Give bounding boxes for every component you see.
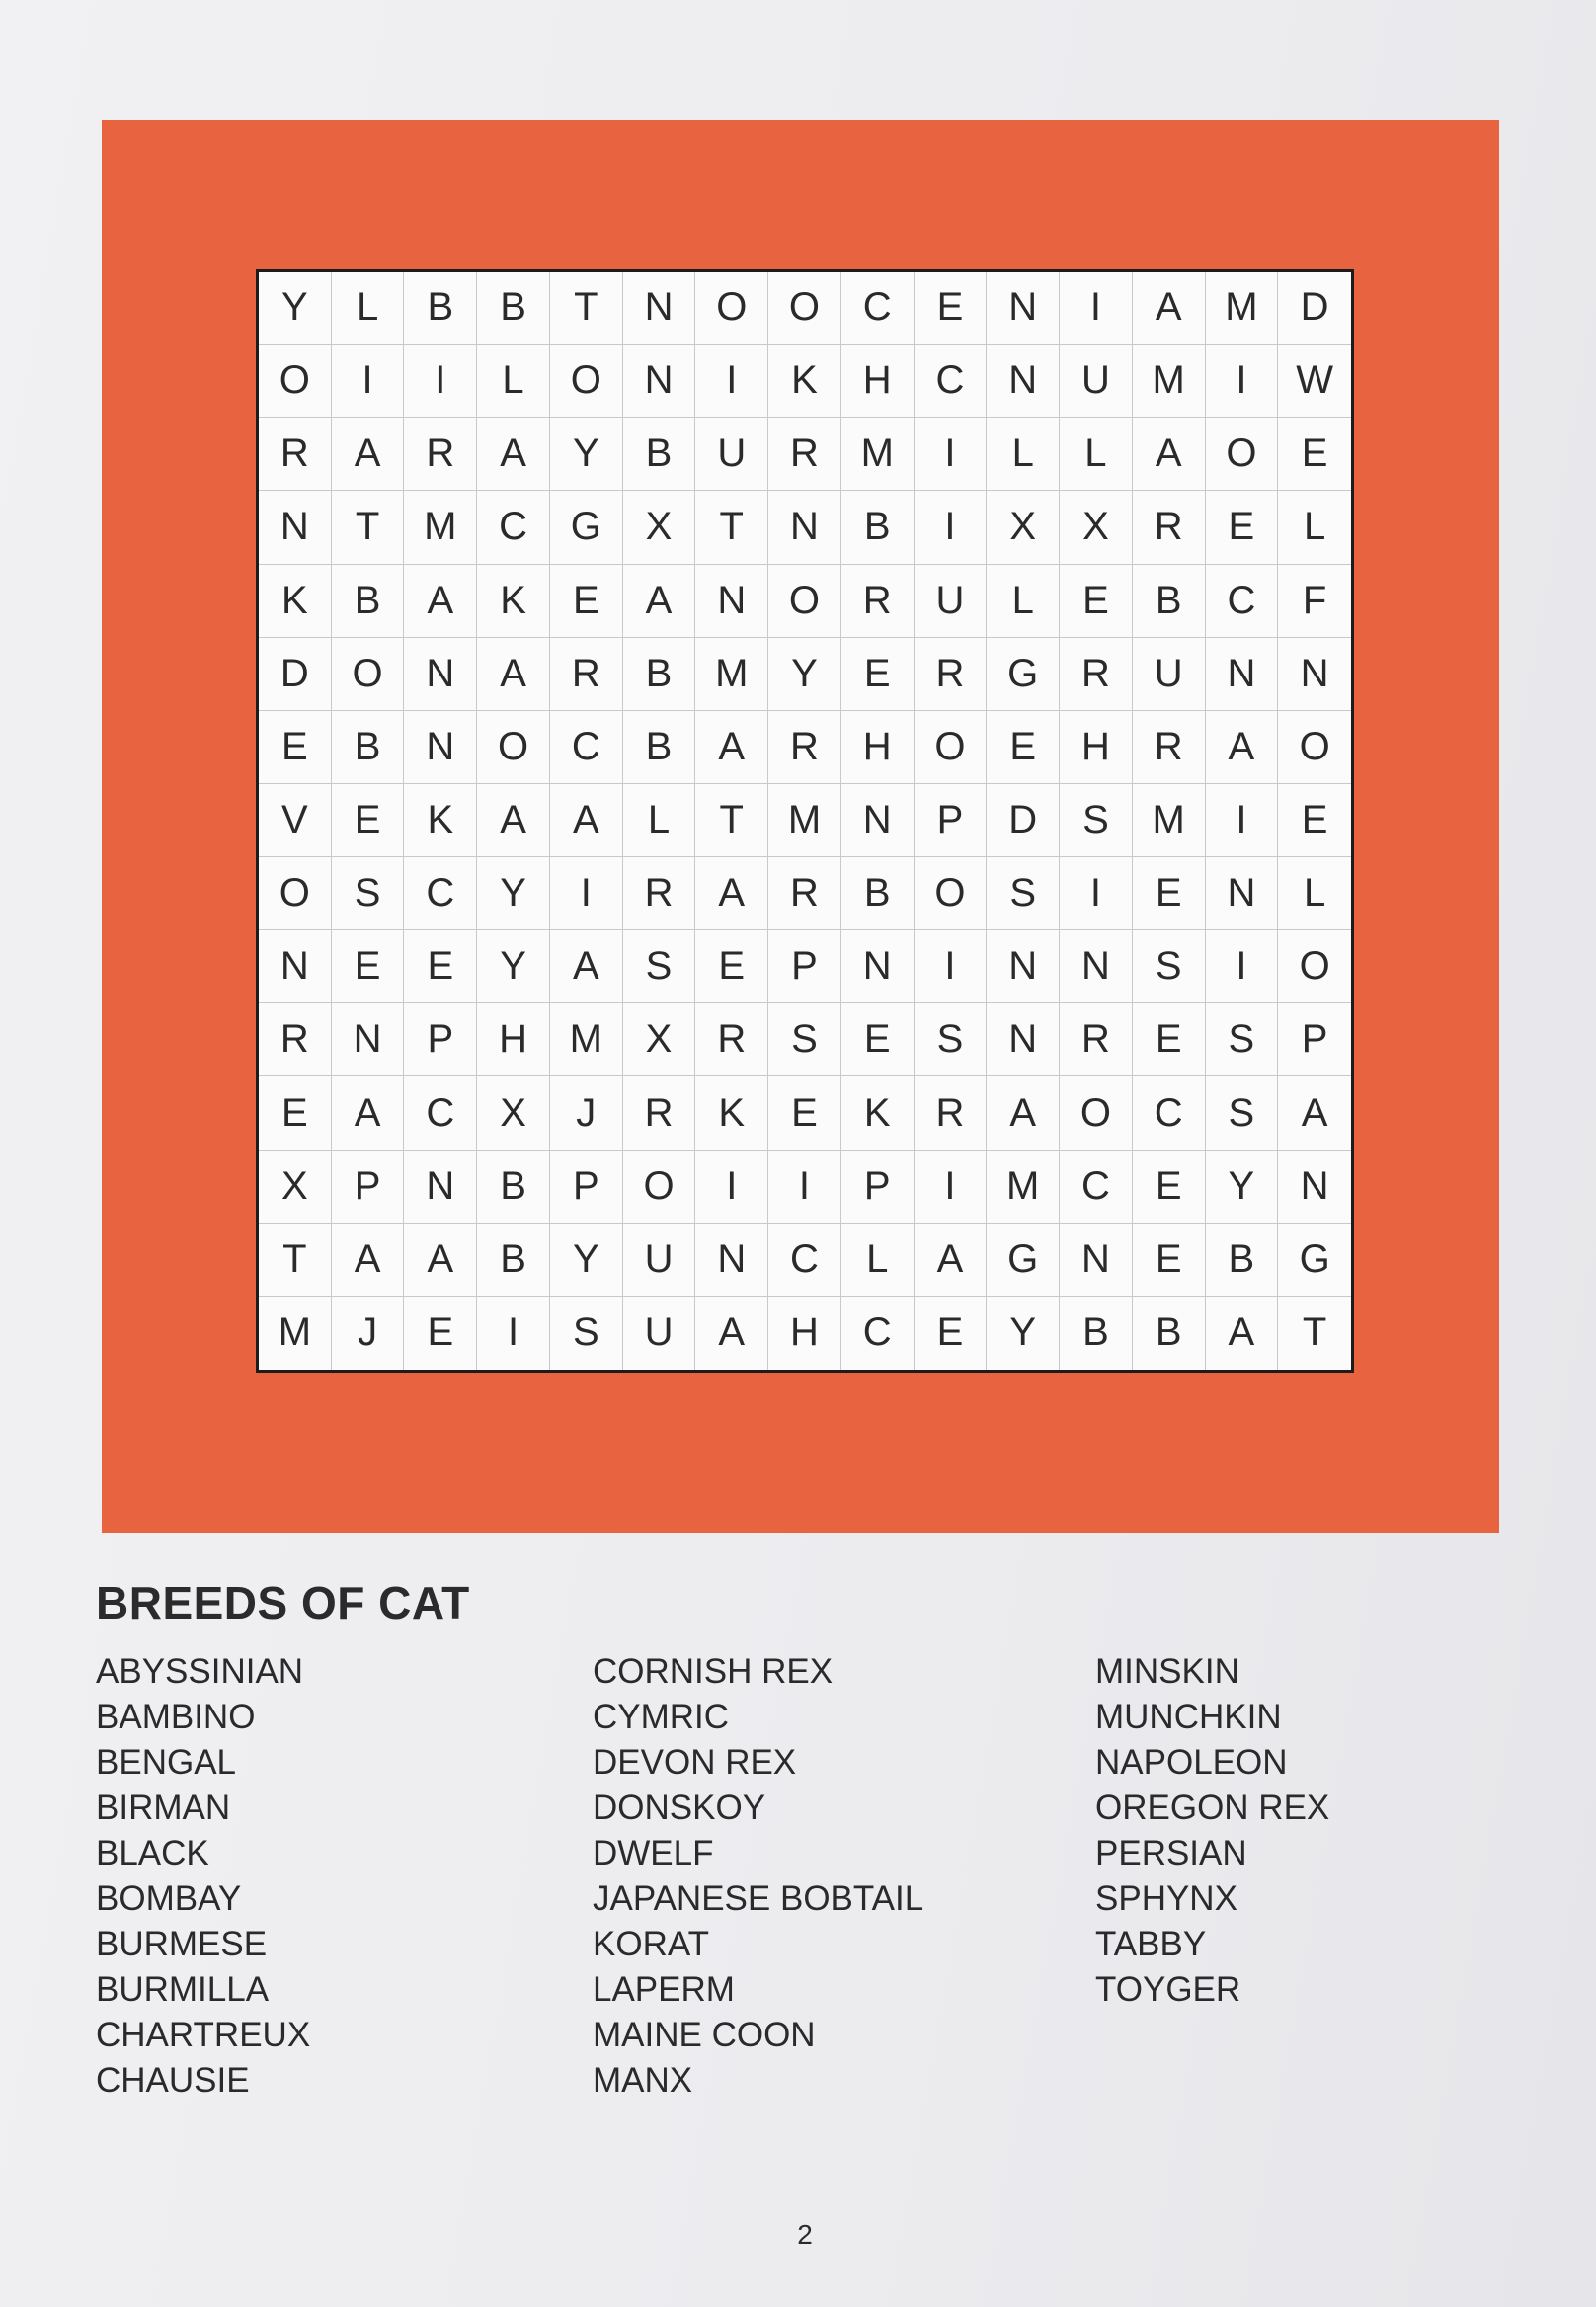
grid-letter[interactable]: R bbox=[695, 1003, 768, 1076]
grid-letter[interactable]: O bbox=[259, 857, 332, 930]
word-list-item: TOYGER bbox=[1095, 1970, 1241, 2009]
grid-letter[interactable]: L bbox=[841, 1224, 915, 1297]
grid-letter[interactable]: D bbox=[987, 784, 1060, 857]
grid-letter[interactable]: M bbox=[1206, 272, 1279, 345]
grid-letter[interactable]: O bbox=[1278, 711, 1351, 784]
grid-letter[interactable]: L bbox=[1278, 857, 1351, 930]
grid-letter[interactable]: E bbox=[1133, 1224, 1206, 1297]
grid-letter[interactable]: L bbox=[987, 418, 1060, 491]
grid-letter[interactable]: R bbox=[1133, 491, 1206, 564]
grid-letter[interactable]: W bbox=[1278, 345, 1351, 418]
grid-letter[interactable]: I bbox=[1206, 345, 1279, 418]
grid-letter[interactable]: C bbox=[915, 345, 988, 418]
grid-letter[interactable]: N bbox=[1278, 1151, 1351, 1224]
grid-letter[interactable]: T bbox=[259, 1224, 332, 1297]
grid-letter[interactable]: L bbox=[332, 272, 405, 345]
grid-letter[interactable]: N bbox=[404, 711, 477, 784]
grid-letter[interactable]: I bbox=[695, 1151, 768, 1224]
grid-letter[interactable]: R bbox=[623, 1076, 696, 1150]
grid-letter[interactable]: U bbox=[623, 1224, 696, 1297]
grid-letter[interactable]: G bbox=[987, 638, 1060, 711]
grid-letter[interactable]: M bbox=[695, 638, 768, 711]
grid-letter[interactable]: B bbox=[332, 711, 405, 784]
grid-letter[interactable]: P bbox=[404, 1003, 477, 1076]
word-list-item: OREGON REX bbox=[1095, 1789, 1330, 1827]
grid-letter[interactable]: Y bbox=[987, 1297, 1060, 1370]
grid-letter[interactable]: E bbox=[259, 711, 332, 784]
word-list-column-2 bbox=[593, 1649, 923, 2104]
grid-letter[interactable]: E bbox=[1278, 418, 1351, 491]
grid-letter[interactable]: L bbox=[477, 345, 550, 418]
grid-letter[interactable]: R bbox=[841, 565, 915, 638]
grid-letter[interactable]: Y bbox=[477, 930, 550, 1003]
grid-letter[interactable]: A bbox=[915, 1224, 988, 1297]
grid-letter[interactable]: E bbox=[1133, 1151, 1206, 1224]
grid-letter[interactable]: N bbox=[332, 1003, 405, 1076]
grid-letter[interactable]: I bbox=[1206, 784, 1279, 857]
grid-letter[interactable]: H bbox=[841, 345, 915, 418]
grid-letter[interactable]: N bbox=[695, 1224, 768, 1297]
grid-letter[interactable]: E bbox=[987, 711, 1060, 784]
grid-letter[interactable]: C bbox=[768, 1224, 841, 1297]
word-list-item: CHAUSIE bbox=[96, 2061, 250, 2100]
grid-letter[interactable]: E bbox=[1278, 784, 1351, 857]
grid-letter[interactable]: R bbox=[1133, 711, 1206, 784]
grid-letter[interactable]: S bbox=[1060, 784, 1133, 857]
grid-letter[interactable]: E bbox=[550, 565, 623, 638]
grid-letter[interactable]: L bbox=[623, 784, 696, 857]
grid-letter[interactable]: A bbox=[332, 418, 405, 491]
word-list-item: BAMBINO bbox=[96, 1698, 256, 1736]
grid-letter[interactable]: O bbox=[695, 272, 768, 345]
grid-letter[interactable]: N bbox=[695, 565, 768, 638]
word-list-item: JAPANESE BOBTAIL bbox=[593, 1879, 924, 1918]
grid-letter[interactable]: B bbox=[332, 565, 405, 638]
grid-letter[interactable]: H bbox=[768, 1297, 841, 1370]
grid-letter[interactable]: A bbox=[1278, 1076, 1351, 1150]
grid-letter[interactable]: B bbox=[841, 857, 915, 930]
grid-letter[interactable]: O bbox=[623, 1151, 696, 1224]
word-list-item: DONSKOY bbox=[593, 1789, 766, 1827]
grid-letter[interactable]: R bbox=[259, 418, 332, 491]
grid-letter[interactable]: N bbox=[987, 930, 1060, 1003]
grid-letter[interactable]: Y bbox=[477, 857, 550, 930]
grid-letter[interactable]: Y bbox=[1206, 1151, 1279, 1224]
grid-letter[interactable]: S bbox=[550, 1297, 623, 1370]
grid-letter[interactable]: L bbox=[1060, 418, 1133, 491]
grid-letter[interactable]: M bbox=[259, 1297, 332, 1370]
grid-letter[interactable]: M bbox=[550, 1003, 623, 1076]
grid-letter[interactable]: R bbox=[550, 638, 623, 711]
grid-letter[interactable]: S bbox=[1133, 930, 1206, 1003]
grid-letter[interactable]: N bbox=[1206, 638, 1279, 711]
grid-letter[interactable]: S bbox=[987, 857, 1060, 930]
grid-letter[interactable]: B bbox=[623, 418, 696, 491]
grid-letter[interactable]: M bbox=[1133, 784, 1206, 857]
grid-letter[interactable]: A bbox=[1206, 1297, 1279, 1370]
grid-letter[interactable]: B bbox=[477, 1151, 550, 1224]
word-list-item: MANX bbox=[593, 2061, 693, 2100]
word-list-item: KORAT bbox=[593, 1925, 709, 1963]
grid-letter[interactable]: G bbox=[1278, 1224, 1351, 1297]
grid-letter[interactable]: N bbox=[1206, 857, 1279, 930]
grid-letter[interactable]: R bbox=[915, 1076, 988, 1150]
word-list-item: BENGAL bbox=[96, 1743, 236, 1782]
grid-letter[interactable]: X bbox=[623, 1003, 696, 1076]
grid-letter[interactable]: Y bbox=[550, 1224, 623, 1297]
grid-letter[interactable]: E bbox=[259, 1076, 332, 1150]
grid-letter[interactable]: N bbox=[1060, 1224, 1133, 1297]
word-list-item: BOMBAY bbox=[96, 1879, 242, 1918]
grid-letter[interactable]: N bbox=[841, 930, 915, 1003]
grid-letter[interactable]: N bbox=[987, 345, 1060, 418]
grid-letter[interactable]: Y bbox=[259, 272, 332, 345]
grid-letter[interactable]: O bbox=[768, 565, 841, 638]
grid-letter[interactable]: T bbox=[695, 491, 768, 564]
grid-letter[interactable]: K bbox=[259, 565, 332, 638]
grid-letter[interactable]: P bbox=[1278, 1003, 1351, 1076]
grid-letter[interactable]: A bbox=[477, 418, 550, 491]
grid-letter[interactable]: I bbox=[695, 345, 768, 418]
grid-letter[interactable]: N bbox=[1060, 930, 1133, 1003]
grid-letter[interactable]: N bbox=[623, 272, 696, 345]
word-list-item: BIRMAN bbox=[96, 1789, 231, 1827]
grid-letter[interactable]: U bbox=[695, 418, 768, 491]
word-list-item: BURMESE bbox=[96, 1925, 268, 1963]
grid-letter[interactable]: X bbox=[1060, 491, 1133, 564]
word-list-item: NAPOLEON bbox=[1095, 1743, 1288, 1782]
grid-letter[interactable]: S bbox=[623, 930, 696, 1003]
grid-letter[interactable]: X bbox=[259, 1151, 332, 1224]
grid-letter[interactable]: I bbox=[915, 491, 988, 564]
grid-letter[interactable]: E bbox=[841, 638, 915, 711]
grid-letter[interactable]: O bbox=[1278, 930, 1351, 1003]
grid-letter[interactable]: I bbox=[915, 930, 988, 1003]
grid-letter[interactable]: N bbox=[1278, 638, 1351, 711]
grid-letter[interactable]: C bbox=[1133, 1076, 1206, 1150]
grid-letter[interactable]: O bbox=[1206, 418, 1279, 491]
grid-letter[interactable]: E bbox=[841, 1003, 915, 1076]
grid-letter[interactable]: I bbox=[1060, 857, 1133, 930]
word-list-item: SPHYNX bbox=[1095, 1879, 1237, 1918]
grid-letter[interactable]: R bbox=[1060, 638, 1133, 711]
grid-letter[interactable]: I bbox=[1206, 930, 1279, 1003]
grid-letter[interactable]: C bbox=[841, 1297, 915, 1370]
grid-letter[interactable]: N bbox=[841, 784, 915, 857]
grid-letter[interactable]: A bbox=[550, 930, 623, 1003]
grid-letter[interactable]: G bbox=[550, 491, 623, 564]
grid-letter[interactable]: A bbox=[1133, 418, 1206, 491]
grid-letter[interactable]: N bbox=[259, 491, 332, 564]
grid-letter[interactable]: B bbox=[477, 272, 550, 345]
grid-letter[interactable]: C bbox=[404, 1076, 477, 1150]
grid-letter[interactable]: E bbox=[1133, 857, 1206, 930]
word-list-item: MAINE COON bbox=[593, 2016, 816, 2054]
grid-letter[interactable]: R bbox=[623, 857, 696, 930]
grid-letter[interactable]: E bbox=[695, 930, 768, 1003]
grid-letter[interactable]: L bbox=[987, 565, 1060, 638]
grid-letter[interactable]: C bbox=[841, 272, 915, 345]
grid-letter[interactable]: I bbox=[768, 1151, 841, 1224]
grid-letter[interactable]: E bbox=[332, 784, 405, 857]
grid-letter[interactable]: O bbox=[915, 857, 988, 930]
grid-letter[interactable]: O bbox=[477, 711, 550, 784]
grid-letter[interactable]: T bbox=[550, 272, 623, 345]
grid-letter[interactable]: A bbox=[404, 565, 477, 638]
grid-letter[interactable]: M bbox=[404, 491, 477, 564]
word-list-item: MUNCHKIN bbox=[1095, 1698, 1282, 1736]
grid-letter[interactable]: B bbox=[623, 711, 696, 784]
grid-letter[interactable]: U bbox=[915, 565, 988, 638]
grid-letter[interactable]: D bbox=[259, 638, 332, 711]
grid-letter[interactable]: S bbox=[768, 1003, 841, 1076]
grid-letter[interactable]: N bbox=[404, 1151, 477, 1224]
grid-letter[interactable]: A bbox=[477, 784, 550, 857]
grid-letter[interactable]: R bbox=[915, 638, 988, 711]
grid-letter[interactable]: O bbox=[1060, 1076, 1133, 1150]
grid-letter[interactable]: C bbox=[1206, 565, 1279, 638]
page-number: 2 bbox=[797, 2219, 813, 2250]
grid-letter[interactable]: N bbox=[404, 638, 477, 711]
grid-letter[interactable]: M bbox=[987, 1151, 1060, 1224]
grid-letter[interactable]: A bbox=[332, 1076, 405, 1150]
grid-letter[interactable]: X bbox=[477, 1076, 550, 1150]
grid-letter[interactable]: A bbox=[477, 638, 550, 711]
word-list-item: CHARTREUX bbox=[96, 2016, 311, 2054]
word-list-item: TABBY bbox=[1095, 1925, 1207, 1963]
grid-letter[interactable]: A bbox=[332, 1224, 405, 1297]
word-list-item: DEVON REX bbox=[593, 1743, 797, 1782]
grid-letter[interactable]: U bbox=[1133, 638, 1206, 711]
grid-letter[interactable]: R bbox=[1060, 1003, 1133, 1076]
grid-letter[interactable]: T bbox=[695, 784, 768, 857]
grid-letter[interactable]: S bbox=[332, 857, 405, 930]
grid-letter[interactable]: I bbox=[404, 345, 477, 418]
grid-letter[interactable]: I bbox=[1060, 272, 1133, 345]
grid-letter[interactable]: A bbox=[550, 784, 623, 857]
grid-letter[interactable]: M bbox=[768, 784, 841, 857]
grid-letter[interactable]: H bbox=[1060, 711, 1133, 784]
grid-letter[interactable]: E bbox=[1206, 491, 1279, 564]
grid-letter[interactable]: E bbox=[332, 930, 405, 1003]
grid-letter[interactable]: U bbox=[1060, 345, 1133, 418]
grid-letter[interactable]: S bbox=[915, 1003, 988, 1076]
grid-letter[interactable]: O bbox=[915, 711, 988, 784]
grid-letter[interactable]: N bbox=[987, 1003, 1060, 1076]
word-list-item: CYMRIC bbox=[593, 1698, 730, 1736]
grid-letter[interactable]: R bbox=[404, 418, 477, 491]
grid-letter[interactable]: A bbox=[623, 565, 696, 638]
word-list-item: MINSKIN bbox=[1095, 1652, 1239, 1691]
word-list-column-1 bbox=[96, 1649, 310, 2104]
grid-letter[interactable]: K bbox=[841, 1076, 915, 1150]
grid-letter[interactable]: K bbox=[695, 1076, 768, 1150]
word-list-item: ABYSSINIAN bbox=[96, 1652, 304, 1691]
grid-letter[interactable]: P bbox=[550, 1151, 623, 1224]
word-list-item: DWELF bbox=[593, 1834, 714, 1872]
grid-letter[interactable]: B bbox=[404, 272, 477, 345]
grid-letter[interactable]: S bbox=[1206, 1003, 1279, 1076]
grid-letter[interactable]: Y bbox=[550, 418, 623, 491]
grid-letter[interactable]: M bbox=[841, 418, 915, 491]
grid-letter[interactable]: L bbox=[1278, 491, 1351, 564]
grid-letter[interactable]: I bbox=[915, 418, 988, 491]
word-list-item: LAPERM bbox=[593, 1970, 735, 2009]
grid-letter[interactable]: P bbox=[915, 784, 988, 857]
grid-letter[interactable]: A bbox=[695, 1297, 768, 1370]
grid-letter[interactable]: B bbox=[1206, 1224, 1279, 1297]
grid-letter[interactable]: B bbox=[477, 1224, 550, 1297]
grid-letter[interactable]: B bbox=[841, 491, 915, 564]
grid-letter[interactable]: O bbox=[550, 345, 623, 418]
grid-letter[interactable]: O bbox=[768, 272, 841, 345]
grid-letter[interactable]: K bbox=[477, 565, 550, 638]
grid-letter[interactable]: B bbox=[1133, 1297, 1206, 1370]
grid-letter[interactable]: N bbox=[768, 491, 841, 564]
grid-letter[interactable]: E bbox=[1060, 565, 1133, 638]
grid-letter[interactable]: N bbox=[259, 930, 332, 1003]
grid-letter[interactable]: A bbox=[695, 711, 768, 784]
word-list-item: BURMILLA bbox=[96, 1970, 270, 2009]
word-list-column-3 bbox=[1095, 1649, 1329, 2013]
grid-letter[interactable]: G bbox=[987, 1224, 1060, 1297]
grid-letter[interactable]: A bbox=[1133, 272, 1206, 345]
grid-letter[interactable]: I bbox=[477, 1297, 550, 1370]
grid-letter[interactable]: X bbox=[987, 491, 1060, 564]
grid-letter[interactable]: A bbox=[987, 1076, 1060, 1150]
grid-letter[interactable]: J bbox=[550, 1076, 623, 1150]
grid-letter[interactable]: R bbox=[768, 711, 841, 784]
grid-letter[interactable]: H bbox=[841, 711, 915, 784]
grid-letter[interactable]: B bbox=[623, 638, 696, 711]
grid-letter[interactable]: S bbox=[1206, 1076, 1279, 1150]
grid-letter[interactable]: A bbox=[1206, 711, 1279, 784]
grid-letter[interactable]: T bbox=[332, 491, 405, 564]
grid-letter[interactable]: I bbox=[550, 857, 623, 930]
word-list-item: CORNISH REX bbox=[593, 1652, 834, 1691]
grid-letter[interactable]: E bbox=[768, 1076, 841, 1150]
word-list-title: BREEDS OF CAT bbox=[96, 1577, 470, 1629]
grid-letter[interactable]: B bbox=[1133, 565, 1206, 638]
grid-letter[interactable]: P bbox=[332, 1151, 405, 1224]
grid-letter[interactable]: R bbox=[768, 418, 841, 491]
grid-letter[interactable]: N bbox=[987, 272, 1060, 345]
grid-letter[interactable]: E bbox=[404, 1297, 477, 1370]
grid-letter[interactable]: V bbox=[259, 784, 332, 857]
grid-letter[interactable]: D bbox=[1278, 272, 1351, 345]
grid-letter[interactable]: I bbox=[332, 345, 405, 418]
grid-letter[interactable]: T bbox=[1302, 1311, 1327, 1355]
grid-letter[interactable]: C bbox=[477, 491, 550, 564]
word-list-item: BLACK bbox=[96, 1834, 209, 1872]
grid-letter[interactable]: C bbox=[404, 857, 477, 930]
grid-letter[interactable]: C bbox=[1060, 1151, 1133, 1224]
grid-letter[interactable]: F bbox=[1278, 565, 1351, 638]
grid-letter[interactable]: H bbox=[477, 1003, 550, 1076]
grid-letter[interactable]: E bbox=[404, 930, 477, 1003]
grid-letter[interactable]: O bbox=[332, 638, 405, 711]
grid-letter[interactable]: K bbox=[768, 345, 841, 418]
grid-letter[interactable]: P bbox=[768, 930, 841, 1003]
grid-letter[interactable]: X bbox=[623, 491, 696, 564]
grid-letter[interactable]: P bbox=[841, 1151, 915, 1224]
grid-letter[interactable]: U bbox=[623, 1297, 696, 1370]
grid-letter[interactable]: J bbox=[332, 1297, 405, 1370]
word-list-item: PERSIAN bbox=[1095, 1834, 1247, 1872]
grid-letter[interactable]: E bbox=[915, 272, 988, 345]
grid-letter[interactable]: N bbox=[623, 345, 696, 418]
grid-letter[interactable]: O bbox=[259, 345, 332, 418]
grid-letter[interactable]: I bbox=[915, 1151, 988, 1224]
grid-letter[interactable]: A bbox=[404, 1224, 477, 1297]
grid-letter[interactable]: R bbox=[259, 1003, 332, 1076]
grid-letter[interactable]: A bbox=[695, 857, 768, 930]
grid-letter[interactable]: E bbox=[915, 1297, 988, 1370]
grid-letter[interactable]: R bbox=[768, 857, 841, 930]
grid-letter[interactable]: B bbox=[1060, 1297, 1133, 1370]
grid-letter[interactable]: Y bbox=[768, 638, 841, 711]
word-search-grid bbox=[256, 269, 1354, 1373]
grid-letter[interactable]: E bbox=[1133, 1003, 1206, 1076]
grid-letter[interactable]: K bbox=[404, 784, 477, 857]
grid-letter[interactable]: M bbox=[1133, 345, 1206, 418]
grid-letter[interactable]: C bbox=[550, 711, 623, 784]
